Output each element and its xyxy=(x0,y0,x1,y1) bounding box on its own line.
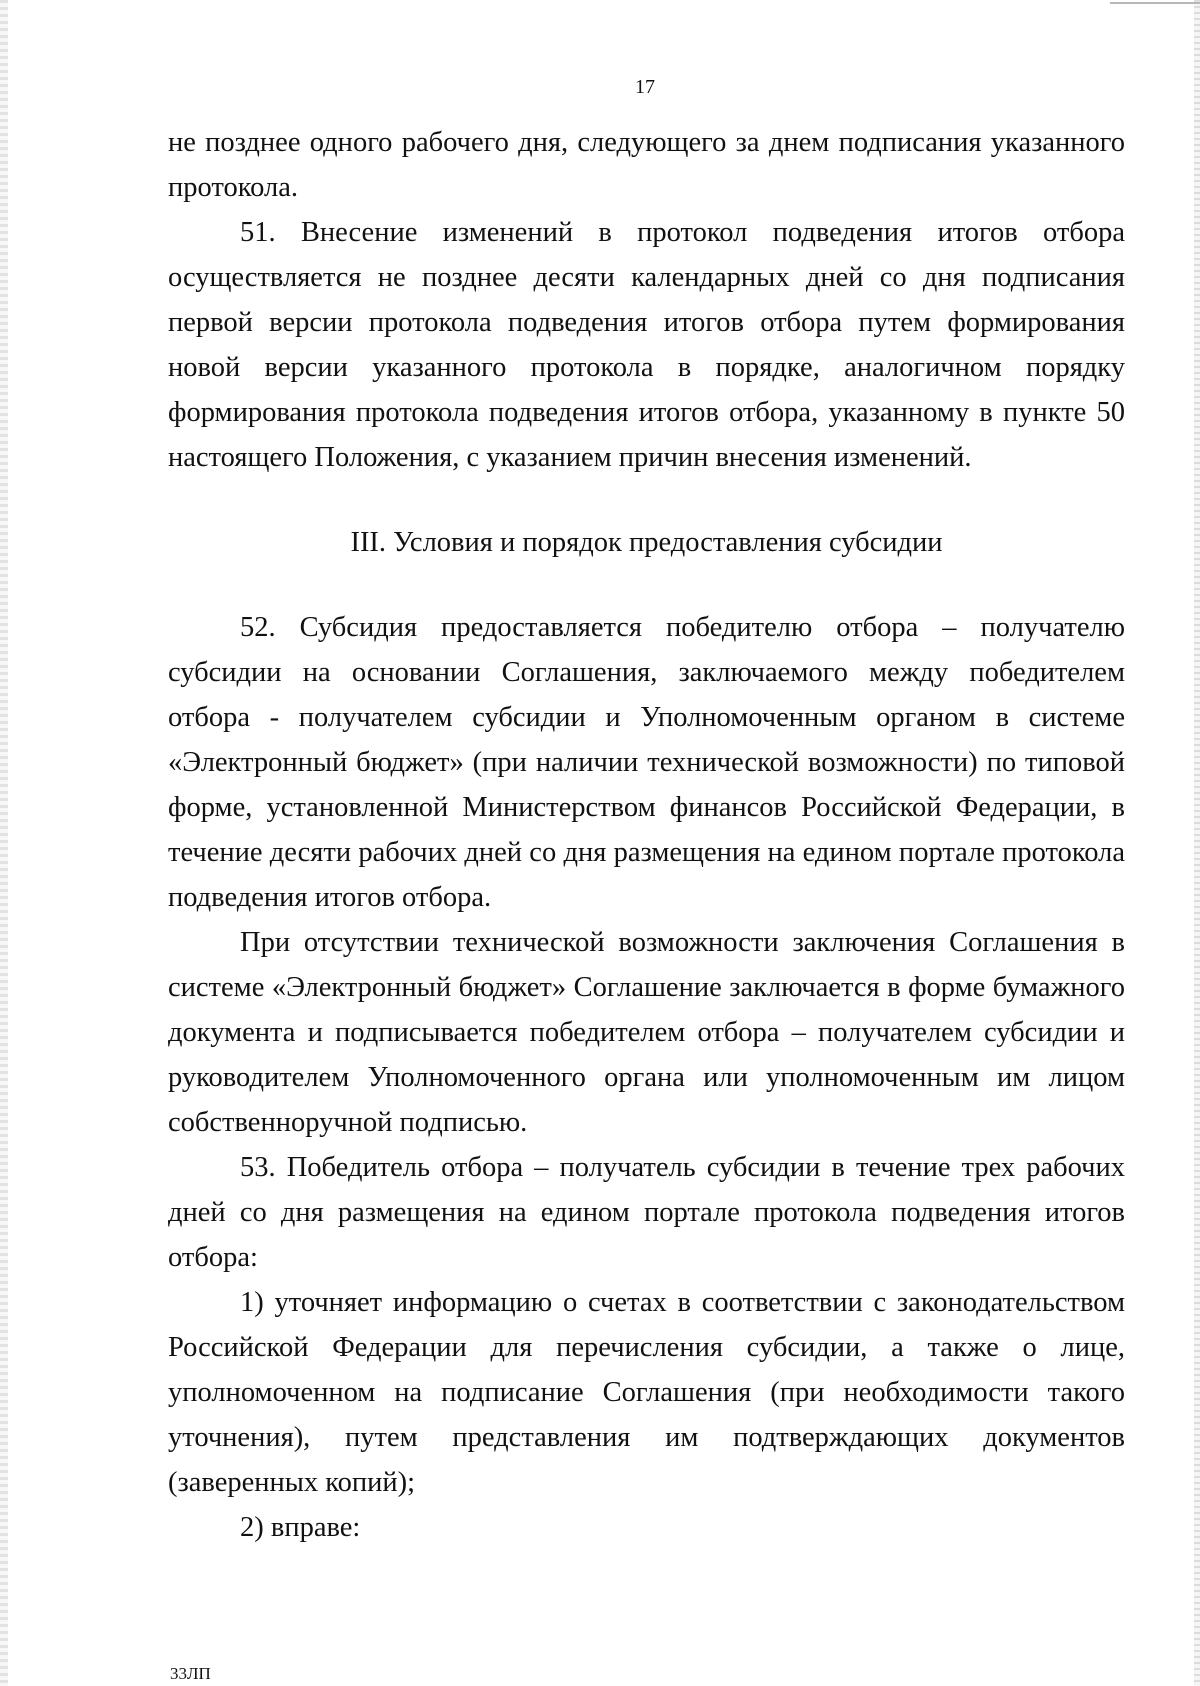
scan-edge-left xyxy=(0,0,8,1686)
document-body xyxy=(168,120,1125,1550)
page-number: 17 xyxy=(635,76,655,98)
footer-document-code: 33ЛП xyxy=(170,1664,211,1683)
paragraph-53: 53. Победитель отбора – получатель субсидии в течение трех рабочих дней со дня размещения на едином портале протокола подведения итогов отбора: xyxy=(168,1152,1125,1273)
paragraph-52: 52. Субсидия предоставляется победителю отбора – получателю субсидии на основании Соглашения, заключаемого между победителем отбора - получателем субсидии и Уполномоченным органом в системе «Электронный бюджет» (при наличии технической возможности) по типовой форме, установленной Министерством финансов Российской Федерации, в течение десяти рабочих дней со дня размещения на едином портале протокола подведения итогов отбора. xyxy=(168,612,1125,913)
paragraph-53-item-2: 2) вправе: xyxy=(240,1512,361,1543)
section-heading: III. Условия и порядок предоставления субсидии xyxy=(350,527,943,558)
scan-edge-right xyxy=(1194,0,1200,1686)
paragraph-continuation: не позднее одного рабочего дня, следующего за днем подписания указанного протокола. xyxy=(168,127,1125,203)
paragraph-53-item-1: 1) уточняет информацию о счетах в соответствии с законодательством Российской Федерации для перечисления субсидии, а также о лице, уполномоченном на подписание Соглашения (при необходимости такого уточнения), путем представления им подтверждающих документов (заверенных копий); xyxy=(168,1287,1125,1498)
scan-corner-mark xyxy=(1110,2,1200,4)
paragraph-52-paper-form: При отсутствии технической возможности заключения Соглашения в системе «Электронный бюджет» Соглашение заключается в форме бумажного документа и подписывается победителем отбора – получателем субсидии и руководителем Уполномоченного органа или уполномоченным им лицом собственноручной подписью. xyxy=(168,927,1125,1138)
paragraph-51: 51. Внесение изменений в протокол подведения итогов отбора осуществляется не позднее десяти календарных дней со дня подписания первой версии протокола подведения итогов отбора путем формирования новой версии указанного протокола в порядке, аналогичном порядку формирования протокола подведения итогов отбора, указанному в пункте 50 настоящего Положения, с указанием причин внесения изменений. xyxy=(168,217,1125,473)
